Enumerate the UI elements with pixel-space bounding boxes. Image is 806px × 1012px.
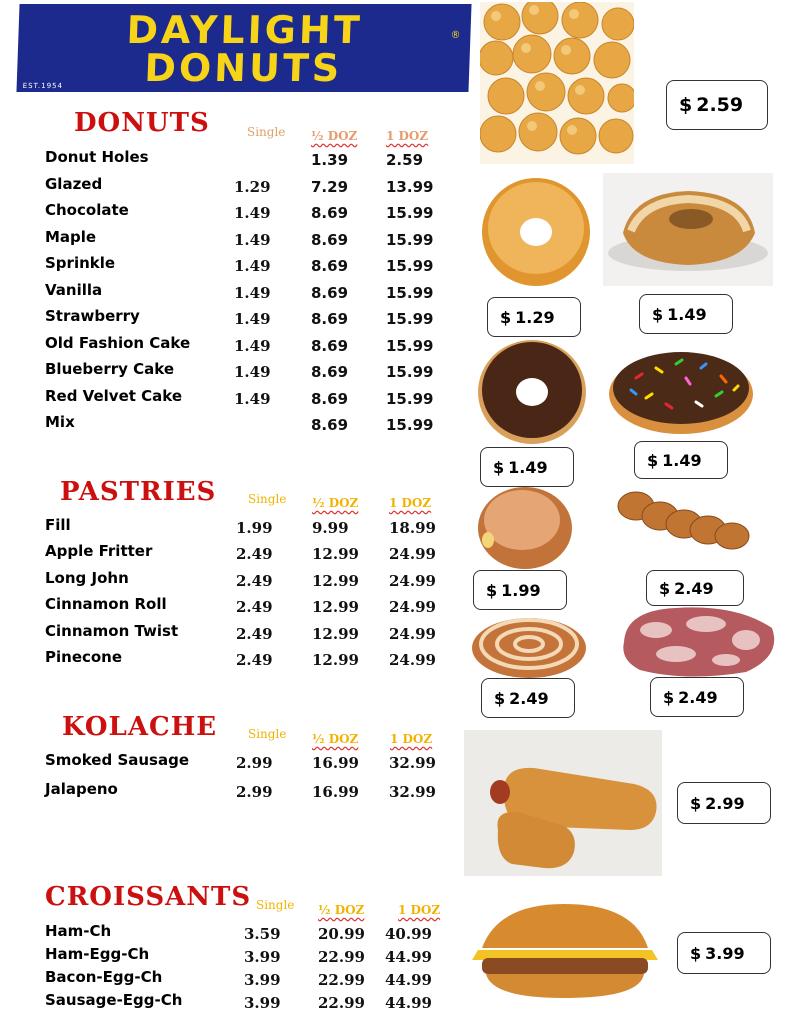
old-fashion-donut-photo — [603, 173, 773, 286]
price-single: 2.99 — [236, 783, 273, 801]
price-dozen: 24.99 — [389, 651, 436, 669]
callout-currency: $ — [690, 793, 702, 813]
price-half-dozen: 8.69 — [311, 336, 349, 355]
price-dozen: 24.99 — [389, 545, 436, 564]
donuts-header-single: Single — [247, 125, 286, 139]
fill-donut-photo — [476, 484, 574, 570]
price-dozen: 15.99 — [386, 363, 434, 381]
pastries-header-dozen: 1 DOZ — [389, 496, 432, 510]
logo-registered-mark: ® — [450, 30, 461, 41]
callout-price: 1.49 — [508, 457, 548, 477]
callout-chocolate — [480, 447, 574, 487]
callout-price: 3.99 — [705, 943, 745, 963]
price-half-dozen: 8.69 — [311, 204, 349, 222]
sprinkle-donut-photo — [606, 338, 756, 438]
price-half-dozen: 8.69 — [311, 416, 349, 434]
pastries-header-single: Single — [248, 492, 287, 506]
price-half-dozen: 22.99 — [318, 971, 365, 989]
price-dozen: 15.99 — [386, 336, 434, 355]
price-single: 2.49 — [236, 651, 273, 669]
cinnamon-twist-photo — [616, 484, 752, 564]
callout-currency: $ — [493, 457, 505, 477]
price-single: 2.49 — [236, 624, 273, 643]
price-single: 2.49 — [236, 571, 273, 590]
callout-price: 2.49 — [678, 687, 718, 707]
price-single: 2.49 — [236, 598, 273, 617]
price-dozen: 15.99 — [386, 257, 434, 275]
callout-currency: $ — [486, 580, 498, 600]
callout-fill — [473, 570, 567, 610]
price-dozen: 2.59 — [386, 151, 424, 169]
price-dozen: 24.99 — [389, 598, 436, 617]
menu-item-name: Vanilla — [45, 280, 103, 299]
menu-item-name: Red Velvet Cake — [45, 386, 183, 405]
menu-item-name: Cinnamon Roll — [45, 595, 167, 614]
price-half-dozen: 8.69 — [311, 389, 349, 408]
price-single: 1.99 — [236, 519, 273, 537]
croissants-header-single: Single — [256, 898, 295, 912]
donuts-header-dozen: 1 DOZ — [386, 129, 429, 143]
callout-donut-holes — [666, 80, 768, 130]
croissant-sandwich-photo — [468, 898, 660, 1002]
price-half-dozen: 9.99 — [312, 519, 349, 537]
price-dozen: 13.99 — [386, 177, 434, 196]
price-dozen: 15.99 — [386, 389, 434, 408]
menu-item-name: Pinecone — [45, 648, 123, 666]
price-single: 1.49 — [234, 363, 271, 381]
pastries-header-half: ½ DOZ — [312, 496, 359, 510]
callout-currency: $ — [647, 450, 659, 470]
menu-item-name: Smoked Sausage — [45, 751, 190, 769]
price-dozen: 32.99 — [389, 783, 436, 801]
price-half-dozen: 12.99 — [312, 598, 359, 617]
menu-item-name: Long John — [45, 568, 129, 587]
apple-fritter-photo — [616, 600, 782, 680]
price-dozen: 15.99 — [386, 416, 434, 434]
callout-glazed — [487, 297, 581, 337]
price-half-dozen: 8.69 — [311, 257, 349, 275]
menu-item-name: Blueberry Cake — [45, 360, 175, 378]
menu-item-name: Donut Holes — [45, 148, 149, 166]
callout-price: 1.99 — [501, 580, 541, 600]
menu-item-name: Fill — [45, 516, 71, 534]
menu-item-name: Sausage-Egg-Ch — [45, 991, 183, 1009]
menu-item-name: Old Fashion Cake — [45, 333, 191, 352]
price-half-dozen: 22.99 — [318, 994, 365, 1012]
price-half-dozen: 22.99 — [318, 948, 365, 966]
menu-item-name: Ham-Ch — [45, 922, 112, 940]
price-dozen: 18.99 — [389, 519, 436, 537]
price-single: 3.99 — [244, 948, 281, 966]
price-dozen: 24.99 — [389, 624, 436, 643]
price-single: 2.99 — [236, 754, 273, 772]
menu-item-name: Mix — [45, 413, 75, 431]
menu-item-name: Glazed — [45, 174, 103, 193]
price-single: 3.99 — [244, 994, 281, 1012]
chocolate-donut-photo — [476, 338, 588, 446]
price-half-dozen: 8.69 — [311, 310, 349, 328]
price-single: 1.49 — [234, 204, 271, 222]
callout-croissant — [677, 932, 771, 974]
price-single: 1.29 — [234, 177, 271, 196]
callout-price: 2.49 — [509, 688, 549, 708]
price-dozen: 15.99 — [386, 204, 434, 222]
callout-currency: $ — [500, 307, 512, 327]
price-half-dozen: 16.99 — [312, 754, 359, 772]
menu-item-name: Bacon-Egg-Ch — [45, 968, 163, 986]
price-half-dozen: 1.39 — [311, 151, 349, 169]
callout-currency: $ — [652, 304, 664, 324]
price-half-dozen: 16.99 — [312, 783, 359, 801]
kolache-photo — [464, 730, 662, 876]
menu-item-name: Cinnamon Twist — [45, 621, 179, 640]
daylight-donuts-logo — [16, 4, 471, 92]
callout-price: 1.49 — [662, 450, 702, 470]
callout-currency: $ — [659, 578, 671, 598]
donuts-title: DONUTS — [74, 108, 210, 138]
glazed-donut-photo — [480, 176, 592, 288]
price-half-dozen: 7.29 — [311, 177, 349, 196]
logo-line-1: DAYLIGHT — [125, 8, 364, 52]
menu-item-name: Chocolate — [45, 201, 129, 219]
price-half-dozen: 12.99 — [312, 545, 359, 564]
donuts-header-half: ½ DOZ — [311, 129, 358, 143]
price-dozen: 40.99 — [385, 925, 432, 943]
kolache-header-dozen: 1 DOZ — [390, 732, 433, 746]
price-half-dozen: 8.69 — [311, 283, 349, 302]
price-single: 1.49 — [234, 283, 271, 302]
croissants-title: CROISSANTS — [45, 882, 252, 912]
menu-item-name: Jalapeno — [45, 780, 118, 798]
price-dozen: 15.99 — [386, 283, 434, 302]
menu-item-name: Apple Fritter — [45, 542, 153, 561]
callout-price: 1.29 — [515, 307, 555, 327]
price-dozen: 44.99 — [385, 948, 432, 966]
price-dozen: 44.99 — [385, 971, 432, 989]
menu-item-name: Maple — [45, 227, 97, 246]
callout-currency: $ — [679, 94, 693, 116]
price-dozen: 15.99 — [386, 310, 434, 328]
logo-est: EST.1954 — [22, 82, 64, 90]
cinnamon-roll-photo — [470, 608, 588, 680]
callout-old-fashion — [639, 294, 733, 334]
price-single: 1.49 — [234, 230, 271, 249]
callout-price: 2.49 — [674, 578, 714, 598]
callout-price: 2.99 — [705, 793, 745, 813]
croissants-header-dozen: 1 DOZ — [398, 903, 441, 917]
menu-item-name: Ham-Egg-Ch — [45, 945, 150, 963]
callout-kolache — [677, 782, 771, 824]
callout-price: 2.59 — [696, 94, 744, 116]
menu-item-name: Sprinkle — [45, 254, 116, 272]
menu-item-name: Strawberry — [45, 307, 140, 325]
price-dozen: 15.99 — [386, 230, 434, 249]
kolache-header-half: ½ DOZ — [312, 732, 359, 746]
price-dozen: 44.99 — [385, 994, 432, 1012]
callout-currency: $ — [690, 943, 702, 963]
logo-line-2: DONUTS — [143, 46, 343, 90]
pastries-title: PASTRIES — [60, 477, 217, 507]
callout-fritter — [650, 677, 744, 717]
callout-currency: $ — [663, 687, 675, 707]
price-single: 1.49 — [234, 257, 271, 275]
price-half-dozen: 12.99 — [312, 651, 359, 669]
callout-twist — [646, 570, 744, 606]
callout-sprinkle — [634, 441, 728, 479]
kolache-title: KOLACHE — [62, 712, 218, 742]
price-half-dozen: 8.69 — [311, 230, 349, 249]
price-half-dozen: 12.99 — [312, 571, 359, 590]
callout-currency: $ — [494, 688, 506, 708]
kolache-header-single: Single — [248, 727, 287, 741]
price-half-dozen: 20.99 — [318, 925, 365, 943]
price-dozen: 24.99 — [389, 571, 436, 590]
price-dozen: 32.99 — [389, 754, 436, 772]
price-single: 3.99 — [244, 971, 281, 989]
callout-cinnamon-roll — [481, 678, 575, 718]
callout-price: 1.49 — [667, 304, 707, 324]
donut-holes-photo — [480, 2, 634, 164]
price-half-dozen: 12.99 — [312, 624, 359, 643]
price-single: 3.59 — [244, 925, 281, 943]
price-half-dozen: 8.69 — [311, 363, 349, 381]
price-single: 1.49 — [234, 310, 271, 328]
price-single: 1.49 — [234, 336, 271, 355]
price-single: 1.49 — [234, 389, 271, 408]
croissants-header-half: ½ DOZ — [318, 903, 365, 917]
price-single: 2.49 — [236, 545, 273, 564]
